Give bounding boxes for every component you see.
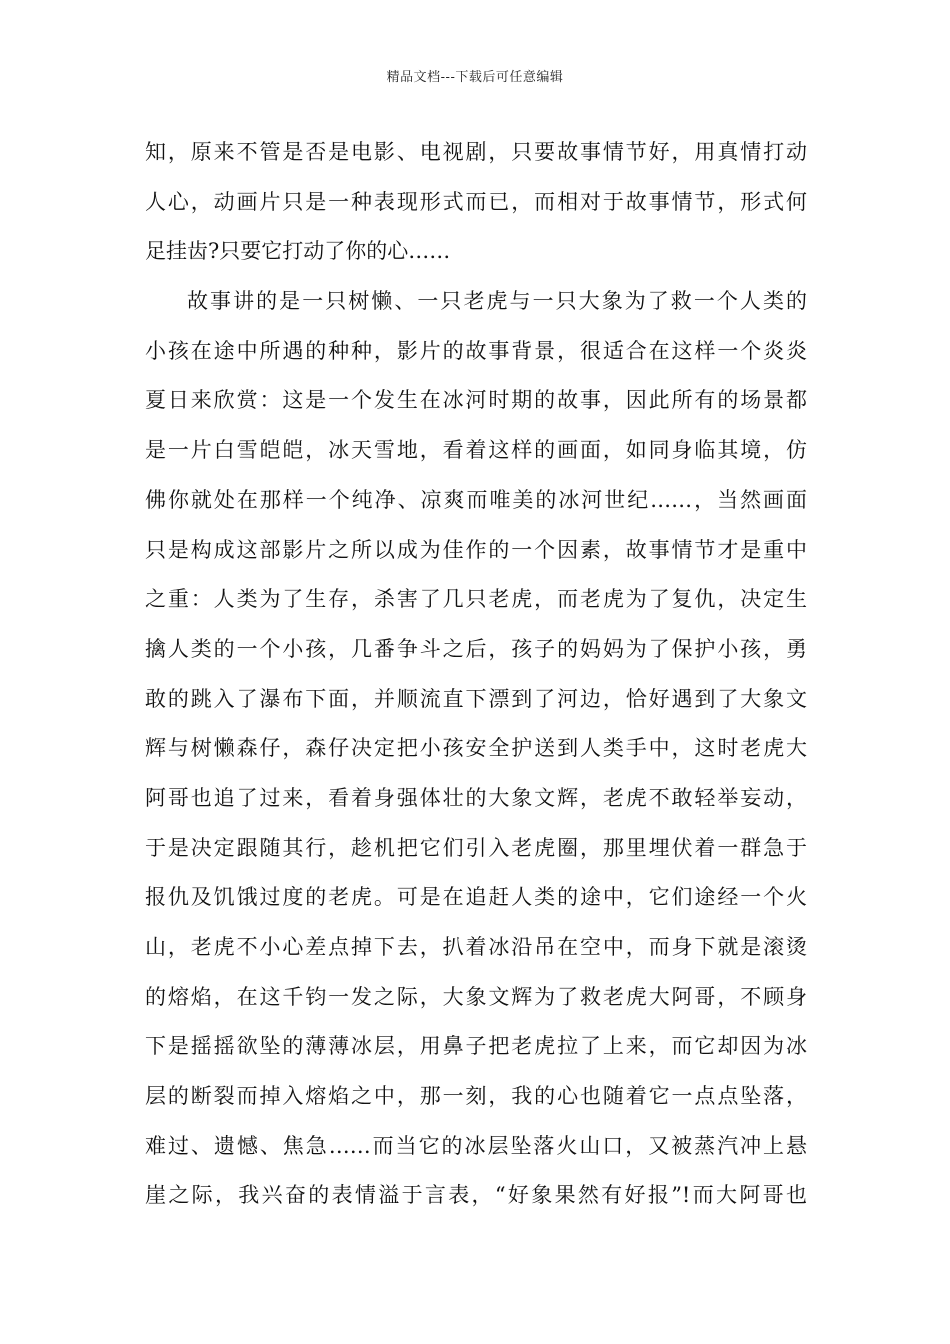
document-body	[145, 128, 807, 1221]
paragraph	[145, 128, 807, 277]
text-line: 是一片白雪皑皑，冰天雪地，看着这样的画面，如同身临其境，仿	[145, 438, 807, 463]
text-line: 崖之际，我兴奋的表情溢于言表，“好象果然有好报”!而大阿哥也	[145, 1183, 807, 1208]
text-line: 小孩在途中所遇的种种，影片的故事背景，很适合在这样一个炎炎	[145, 338, 807, 363]
text-line: 佛你就处在那样一个纯净、凉爽而唯美的冰河世纪……，当然画面	[145, 487, 807, 512]
text-line: 敢的跳入了瀑布下面，并顺流直下漂到了河边，恰好遇到了大象文	[145, 686, 807, 711]
page-header: 精品文档---下载后可任意编辑	[386, 70, 564, 85]
paragraph	[145, 277, 807, 1221]
text-line: 下是摇摇欲坠的薄薄冰层，用鼻子把老虎拉了上来，而它却因为冰	[145, 1034, 807, 1059]
text-line: 擒人类的一个小孩，几番争斗之后，孩子的妈妈为了保护小孩，勇	[145, 636, 807, 661]
text-line: 辉与树懒森仔，森仔决定把小孩安全护送到人类手中，这时老虎大	[145, 736, 807, 761]
text-line: 之重：人类为了生存，杀害了几只老虎，而老虎为了复仇，决定生	[145, 587, 807, 612]
text-line: 于是决定跟随其行，趁机把它们引入老虎圈，那里埋伏着一群急于	[145, 835, 807, 860]
text-line: 知，原来不管是否是电影、电视剧，只要故事情节好，用真情打动	[145, 140, 807, 164]
text-line: 阿哥也追了过来，看着身强体壮的大象文辉，老虎不敢轻举妄动，	[145, 785, 807, 810]
text-line: 报仇及饥饿过度的老虎。可是在追赶人类的途中，它们途经一个火	[145, 885, 807, 910]
text-line: 难过、遗憾、焦急……而当它的冰层坠落火山口，又被蒸汽冲上悬	[145, 1133, 807, 1158]
text-line: 足挂齿?只要它打动了你的心……	[145, 239, 451, 264]
text-line: 夏日来欣赏：这是一个发生在冰河时期的故事，因此所有的场景都	[145, 388, 807, 413]
text-line: 层的断裂而掉入熔焰之中，那一刻，我的心也随着它一点点坠落，	[145, 1084, 807, 1109]
text-line: 的熔焰，在这千钧一发之际，大象文辉为了救老虎大阿哥，不顾身	[145, 984, 807, 1009]
text-line: 只是构成这部影片之所以成为佳作的一个因素，故事情节才是重中	[145, 537, 807, 562]
text-line: 山，老虎不小心差点掉下去，扒着冰沿吊在空中，而身下就是滚烫	[145, 935, 807, 959]
text-line: 人心，动画片只是一种表现形式而已，而相对于故事情节，形式何	[145, 189, 807, 214]
text-line: 故事讲的是一只树懒、一只老虎与一只大象为了救一个人类的	[187, 289, 807, 314]
